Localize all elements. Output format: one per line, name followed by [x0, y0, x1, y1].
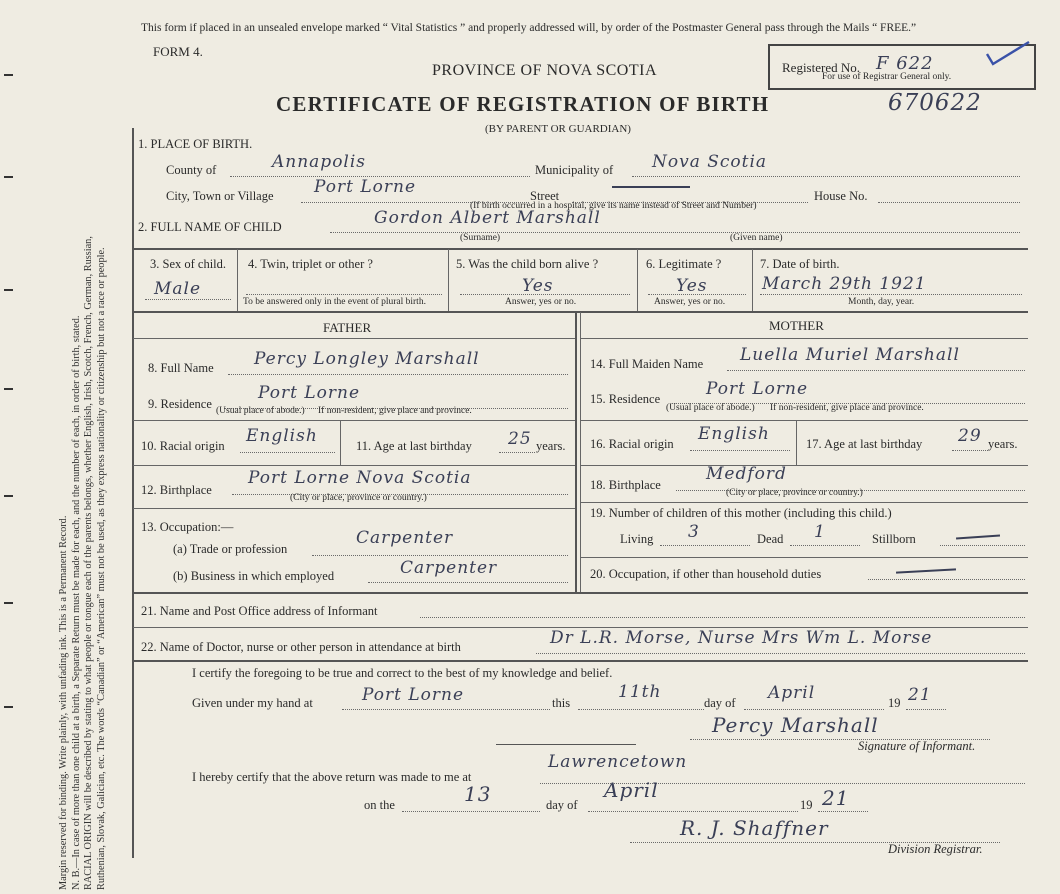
full-name-line	[330, 232, 1020, 233]
day-of-label-2: day of	[546, 798, 578, 812]
registered-note: For use of Registrar General only.	[822, 72, 952, 82]
born-alive-value: Yes	[522, 276, 554, 296]
checkmark-icon	[985, 40, 1031, 68]
col-divider	[796, 421, 797, 465]
col-divider	[340, 421, 341, 465]
twin-label: 4. Twin, triplet or other ?	[248, 257, 373, 271]
trade-value: Carpenter	[356, 528, 454, 548]
given-month-value: April	[768, 683, 816, 703]
col-divider	[752, 249, 753, 311]
living-value: 3	[688, 522, 700, 542]
county-value: Annapolis	[272, 152, 367, 172]
received-day-line	[402, 811, 540, 812]
stillborn-label: Stillborn	[872, 532, 916, 546]
city-label: City, Town or Village	[166, 189, 274, 203]
municipality-label: Municipality of	[535, 163, 614, 177]
street-label: Street	[530, 189, 560, 203]
mother-racial-line	[690, 450, 790, 451]
received-year-line	[818, 811, 868, 812]
city-value: Port Lorne	[314, 177, 417, 197]
occupation-label: 13. Occupation:—	[141, 520, 234, 534]
given-month-line	[744, 709, 884, 710]
living-line	[660, 545, 750, 546]
given-day-line	[578, 709, 704, 710]
registered-value: F 622	[876, 53, 934, 74]
business-line	[368, 582, 568, 583]
father-name-label: 8. Full Name	[148, 361, 214, 375]
dob-label: 7. Date of birth.	[760, 257, 840, 271]
father-age-line	[499, 452, 535, 453]
born-alive-label: 5. Was the child born alive ?	[456, 257, 599, 271]
row-rule	[581, 557, 1028, 558]
parents-divider	[580, 312, 581, 592]
born-alive-note: Answer, yes or no.	[505, 297, 577, 307]
row-rule	[581, 502, 1028, 503]
margin-mark	[4, 388, 13, 390]
separator-line	[496, 744, 636, 745]
given-under-label: Given under my hand at	[192, 696, 313, 710]
twin-note: To be answered only in the event of plural birth.	[243, 297, 426, 307]
trade-line	[312, 555, 568, 556]
stillborn-dash	[956, 534, 1000, 539]
business-value: Carpenter	[400, 558, 498, 578]
surname-note: (Surname)	[460, 233, 501, 243]
certificate-number: 670622	[888, 90, 982, 116]
business-label: (b) Business in which employed	[173, 569, 335, 583]
mother-occupation-label: 20. Occupation, if other than household duties	[590, 567, 822, 581]
margin-mark	[4, 289, 13, 291]
father-age-label: 11. Age at last birthday	[356, 439, 472, 453]
father-age-value: 25	[508, 429, 532, 449]
municipality-line	[632, 176, 1020, 177]
on-the-label: on the	[364, 798, 395, 812]
col-divider	[237, 249, 238, 311]
place-of-birth-label: 1. PLACE OF BIRTH.	[138, 137, 253, 151]
row-divider	[133, 592, 1028, 594]
row-rule	[133, 465, 575, 466]
sidebar-line: RACIAL ORIGIN will be described by stating to what people or tongue each of the parents belongs, whether English, Irish, Scotch, French, German, Russian,	[83, 236, 94, 890]
registrar-signature: R. J. Shaffner	[680, 816, 829, 840]
signature-informant-label: Signature of Informant.	[858, 739, 976, 753]
mother-city-note: (City or place, province or country.)	[726, 488, 863, 498]
father-birthplace-label: 12. Birthplace	[141, 483, 212, 497]
child-name-value: Gordon Albert Marshall	[374, 208, 601, 228]
house-no-line	[878, 202, 1020, 203]
doctor-label: 22. Name of Doctor, nurse or other person in attendance at birth	[141, 640, 461, 654]
province-heading: PROVINCE OF NOVA SCOTIA	[432, 62, 658, 79]
father-abode-note: (Usual place of abode.)	[216, 406, 305, 416]
municipality-value: Nova Scotia	[652, 152, 768, 172]
page-subtitle: (BY PARENT OR GUARDIAN)	[485, 123, 631, 135]
division-registrar-label: Division Registrar.	[888, 842, 983, 856]
year-prefix-2: 19	[800, 798, 813, 812]
father-name-value: Percy Longley Marshall	[254, 349, 480, 369]
given-name-note: (Given name)	[730, 233, 783, 243]
house-no-label: House No.	[814, 189, 868, 203]
mother-occupation-dash	[896, 568, 956, 573]
margin-mark	[4, 706, 13, 708]
margin-mark	[4, 74, 13, 76]
sex-label: 3. Sex of child.	[150, 257, 227, 271]
margin-mark	[4, 495, 13, 497]
given-year-line	[906, 709, 946, 710]
row-rule	[133, 420, 575, 421]
hospital-note: (If birth occurred in a hospital, give its name instead of Street and Number)	[470, 201, 757, 211]
mother-name-value: Luella Muriel Marshall	[740, 345, 960, 365]
received-year-value: 21	[822, 786, 850, 810]
mother-racial-label: 16. Racial origin	[590, 437, 674, 451]
mother-heading-rule	[581, 338, 1028, 339]
doctor-value: Dr L.R. Morse, Nurse Mrs Wm L. Morse	[550, 628, 933, 648]
doctor-line	[536, 653, 1025, 654]
form-number: FORM 4.	[153, 44, 203, 59]
hereby-label: I hereby certify that the above return was made to me at	[192, 770, 472, 784]
mother-residence-label: 15. Residence	[590, 392, 661, 406]
informant-signature: Percy Marshall	[712, 713, 879, 737]
mother-heading: MOTHER	[769, 318, 824, 333]
father-city-note: (City or place, province or country.)	[290, 493, 427, 503]
father-racial-line	[240, 452, 335, 453]
registered-label: Registered No.	[782, 60, 860, 75]
dob-value: March 29th 1921	[762, 274, 927, 294]
margin-mark	[4, 602, 13, 604]
legitimate-value: Yes	[676, 276, 708, 296]
mother-age-line	[952, 450, 988, 451]
dead-label: Dead	[757, 532, 784, 546]
father-residence-label: 9. Residence	[148, 397, 212, 411]
father-racial-label: 10. Racial origin	[141, 439, 225, 453]
born-alive-line	[460, 294, 630, 295]
father-racial-value: English	[246, 426, 318, 446]
legitimate-line	[648, 294, 746, 295]
dob-line	[760, 294, 1022, 295]
given-year-value: 21	[908, 685, 932, 705]
father-heading-rule	[133, 338, 575, 339]
sidebar-instructions	[58, 10, 108, 890]
mother-name-label: 14. Full Maiden Name	[590, 357, 704, 371]
living-label: Living	[620, 532, 654, 546]
row-divider	[133, 660, 1028, 662]
certify-text: I certify the foregoing to be true and correct to the best of my knowledge and belief.	[192, 666, 613, 680]
year-prefix: 19	[888, 696, 901, 710]
informant-line	[420, 617, 1025, 618]
mother-occupation-line	[868, 579, 1025, 580]
received-at-value: Lawrencetown	[548, 752, 688, 772]
sidebar-line: N. B.—In case of more than one child at a birth, a Separate Return must be made for each, and the number of each, in order of birth, stated.	[70, 315, 82, 890]
mother-age-value: 29	[958, 426, 982, 446]
received-month-line	[588, 811, 798, 812]
father-years: years.	[536, 439, 566, 453]
dead-value: 1	[814, 522, 826, 542]
trade-label: (a) Trade or profession	[173, 542, 288, 556]
mother-birthplace-value: Medford	[706, 464, 787, 484]
given-day-value: 11th	[618, 682, 662, 702]
mother-nonres-note: If non-resident, give place and province.	[770, 403, 924, 413]
row-rule	[581, 465, 1028, 466]
received-month-value: April	[604, 778, 659, 802]
page-title: CERTIFICATE OF REGISTRATION OF BIRTH	[276, 92, 770, 116]
form-left-border	[132, 128, 134, 858]
col-divider	[448, 249, 449, 311]
parents-divider	[575, 312, 577, 592]
children-label: 19. Number of children of this mother (including this child.)	[590, 506, 892, 520]
informant-label: 21. Name and Post Office address of Informant	[141, 604, 378, 618]
mother-residence-value: Port Lorne	[706, 379, 809, 399]
dead-line	[790, 545, 860, 546]
sidebar-line: Margin reserved for binding. Write plainly, with unfading ink. This is a Permanent Record.	[58, 515, 69, 890]
father-heading: FATHER	[323, 320, 372, 335]
legitimate-note: Answer, yes or no.	[654, 297, 726, 307]
given-at-line	[342, 709, 550, 710]
county-label: County of	[166, 163, 217, 177]
row-divider	[133, 248, 1028, 250]
sex-value: Male	[154, 279, 202, 299]
mother-racial-value: English	[698, 424, 770, 444]
father-name-line	[228, 374, 568, 375]
row-rule	[133, 508, 575, 509]
col-divider	[637, 249, 638, 311]
father-residence-value: Port Lorne	[258, 383, 361, 403]
father-nonres-note: If non-resident, give place and province.	[318, 406, 472, 416]
father-birthplace-value: Port Lorne Nova Scotia	[248, 468, 472, 488]
sex-line	[145, 299, 231, 300]
day-of-label: day of	[704, 696, 736, 710]
sidebar-line: Ruthenian, Slovak, Galician, etc. The words “Canadian” or “American” must not be used, as they express nationality or citizenship but not a race or people.	[95, 247, 107, 890]
street-dash	[612, 186, 690, 188]
twin-line	[246, 294, 442, 295]
mother-years: years.	[988, 437, 1018, 451]
this-label: this	[552, 696, 571, 710]
dob-note: Month, day, year.	[848, 297, 915, 307]
received-day-value: 13	[464, 782, 492, 806]
stillborn-line	[940, 545, 1025, 546]
given-at-value: Port Lorne	[362, 685, 465, 705]
row-rule	[581, 420, 1028, 421]
mother-age-label: 17. Age at last birthday	[806, 437, 923, 451]
mail-notice: This form if placed in an unsealed envelope marked “ Vital Statistics ” and properly addressed will, by order of the Postmaster General pass through the Mails “ FREE.”	[141, 22, 917, 34]
mother-birthplace-label: 18. Birthplace	[590, 478, 661, 492]
full-name-label: 2. FULL NAME OF CHILD	[138, 220, 282, 234]
mother-name-line	[727, 370, 1025, 371]
legitimate-label: 6. Legitimate ?	[646, 257, 722, 271]
margin-mark	[4, 176, 13, 178]
mother-abode-note: (Usual place of abode.)	[666, 403, 755, 413]
